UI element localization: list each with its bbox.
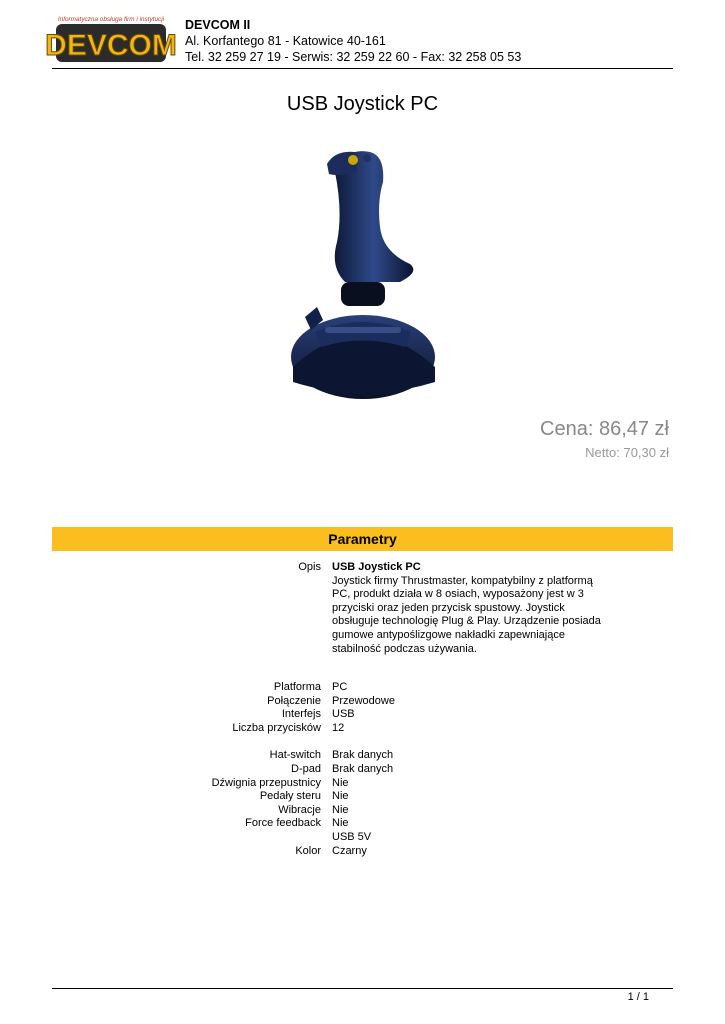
param-row (0, 763, 725, 777)
param-value: Brak danych (332, 749, 394, 762)
param-value: USB 5V (332, 830, 372, 843)
company-phones: Tel. 32 259 27 19 - Serwis: 32 259 22 60 - Fax: 32 258 05 53 (185, 50, 522, 64)
param-row (0, 749, 725, 763)
param-label: Force feedback (245, 817, 321, 830)
product-image (285, 142, 440, 407)
param-label: D-pad (291, 762, 321, 775)
param-row (0, 831, 725, 845)
param-label: Interfejs (281, 708, 321, 721)
product-price: Cena: 86,47 zł (540, 418, 669, 440)
section-header-parametry: Parametry (52, 527, 673, 551)
param-value: 12 (332, 721, 345, 734)
description-line: stabilność podczas używania. (332, 642, 477, 655)
logo-tagline: Informatyczna obsługa firm i instytucji (57, 16, 165, 23)
description-line: przyciski oraz jeden przycisk spustowy. Joystick (332, 601, 565, 614)
footer-divider (52, 988, 673, 989)
company-address: Al. Korfantego 81 - Katowice 40-161 (185, 34, 386, 48)
header-divider (52, 68, 673, 69)
param-row (0, 804, 725, 818)
param-label: Opis (298, 561, 321, 573)
param-label: Liczba przycisków (232, 721, 321, 734)
param-value: Brak danych (332, 762, 394, 775)
param-row (0, 845, 725, 859)
param-label: Hat-switch (269, 749, 321, 762)
param-label: Platforma (273, 681, 321, 693)
parameters-list (0, 561, 725, 858)
logo-wordmark: DEVCOM (45, 29, 177, 62)
param-row-opis (0, 561, 725, 681)
param-label: Dźwignia przepustnicy (211, 776, 321, 789)
param-value: USB (332, 708, 355, 721)
description-title: USB Joystick PC (332, 561, 421, 573)
param-row (0, 777, 725, 791)
param-row (0, 817, 725, 831)
product-price-netto: Netto: 70,30 zł (585, 445, 669, 460)
param-row (0, 722, 725, 736)
param-value: Nie (332, 803, 349, 816)
param-value: Nie (332, 776, 349, 789)
param-value: Przewodowe (332, 694, 395, 707)
param-label: Połączenie (267, 694, 321, 707)
param-description (332, 561, 604, 656)
description-line: Joystick firmy Thrustmaster, kompatybilny z platformą (332, 574, 593, 587)
param-label: Pedały steru (259, 790, 321, 803)
product-title: USB Joystick PC (286, 93, 439, 115)
description-line: obsługuje technologię Plug & Play. Urządzenie posiada (332, 615, 601, 628)
param-label: Wibracje (278, 803, 321, 816)
param-value: Nie (332, 817, 349, 830)
description-line: PC, produkt działa w 8 osiach, wyposażony jest w 3 (332, 588, 584, 601)
param-row (0, 681, 725, 695)
company-info (185, 17, 521, 65)
param-label: Kolor (295, 844, 321, 857)
param-value: Nie (332, 790, 349, 803)
param-row (0, 790, 725, 804)
param-value: Czarny (332, 844, 367, 857)
company-logo (45, 14, 177, 66)
param-value: PC (332, 681, 348, 693)
company-name: DEVCOM II (185, 18, 251, 32)
param-row (0, 708, 725, 722)
description-line: gumowe antypoślizgowe nakładki zapewniające (332, 628, 565, 641)
param-row (0, 695, 725, 709)
page-number: 1 / 1 (627, 991, 649, 1003)
